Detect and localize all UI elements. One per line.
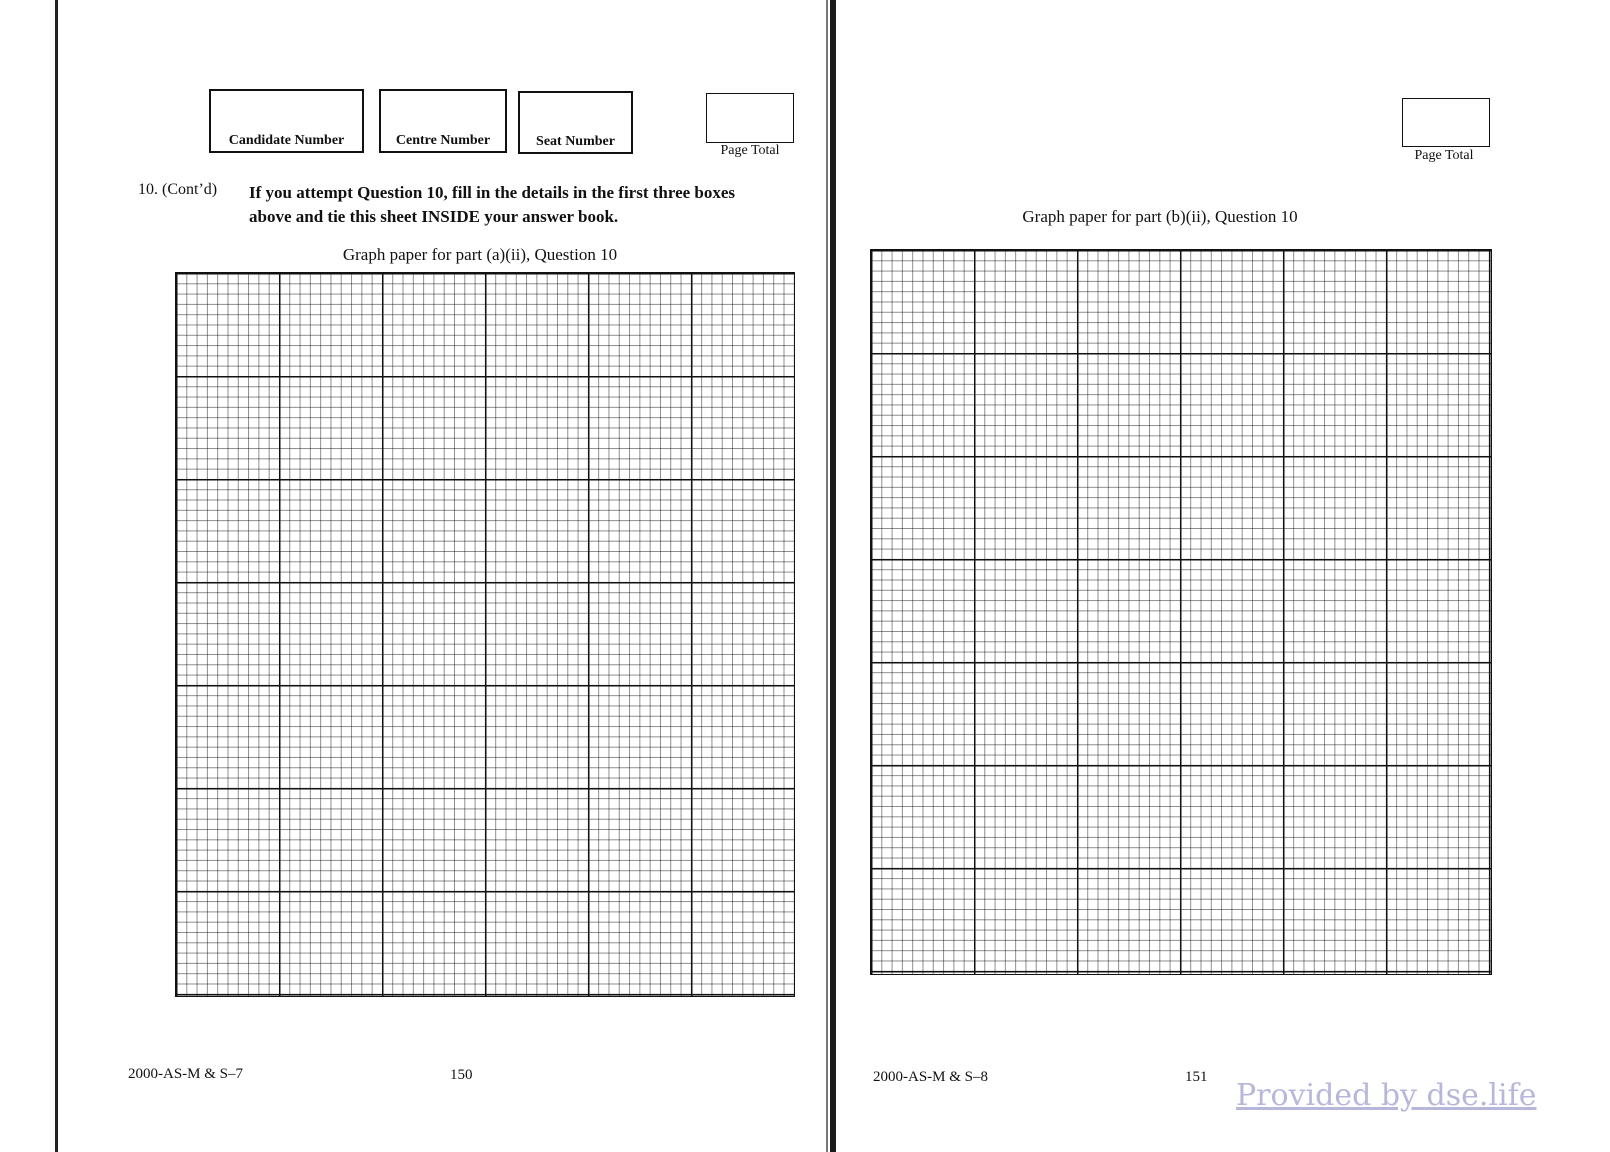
question-number: 10. (Cont’d) [138, 181, 218, 198]
footer-code-left: 2000-AS-M & S–7 [128, 1066, 244, 1082]
instruction-line-1: If you attempt Question 10, fill in the details in the first three boxes [249, 183, 736, 202]
graph-paper-left[interactable] [175, 272, 795, 997]
centre-number-label: Centre Number [395, 133, 491, 148]
seat-number-label: Seat Number [536, 134, 615, 149]
instruction-line-2: above and tie this sheet INSIDE your answer book. [249, 207, 619, 226]
page-total-label-left: Page Total [720, 143, 780, 158]
page-number-right: 151 [1185, 1069, 1208, 1085]
candidate-number-label: Candidate Number [228, 133, 345, 148]
graph-paper-right[interactable] [870, 249, 1492, 975]
book-spine-shadow [826, 0, 828, 1152]
page-total-box-right[interactable] [1402, 98, 1490, 147]
graph-caption-left: Graph paper for part (a)(ii), Question 10 [342, 245, 618, 264]
page-total-box-left[interactable] [706, 93, 794, 143]
candidate-number-box[interactable] [209, 89, 364, 153]
book-spine [830, 0, 836, 1152]
instruction-text [249, 181, 809, 229]
watermark-link[interactable]: Provided by dse.life [1236, 1078, 1537, 1113]
page-number-left: 150 [450, 1067, 473, 1083]
centre-number-box[interactable] [379, 89, 507, 153]
footer-code-right: 2000-AS-M & S–8 [873, 1069, 989, 1085]
page-total-label-right: Page Total [1414, 148, 1474, 163]
seat-number-box[interactable] [518, 91, 633, 154]
graph-caption-right: Graph paper for part (b)(ii), Question 10 [1022, 207, 1298, 226]
page-edge-left [55, 0, 58, 1152]
